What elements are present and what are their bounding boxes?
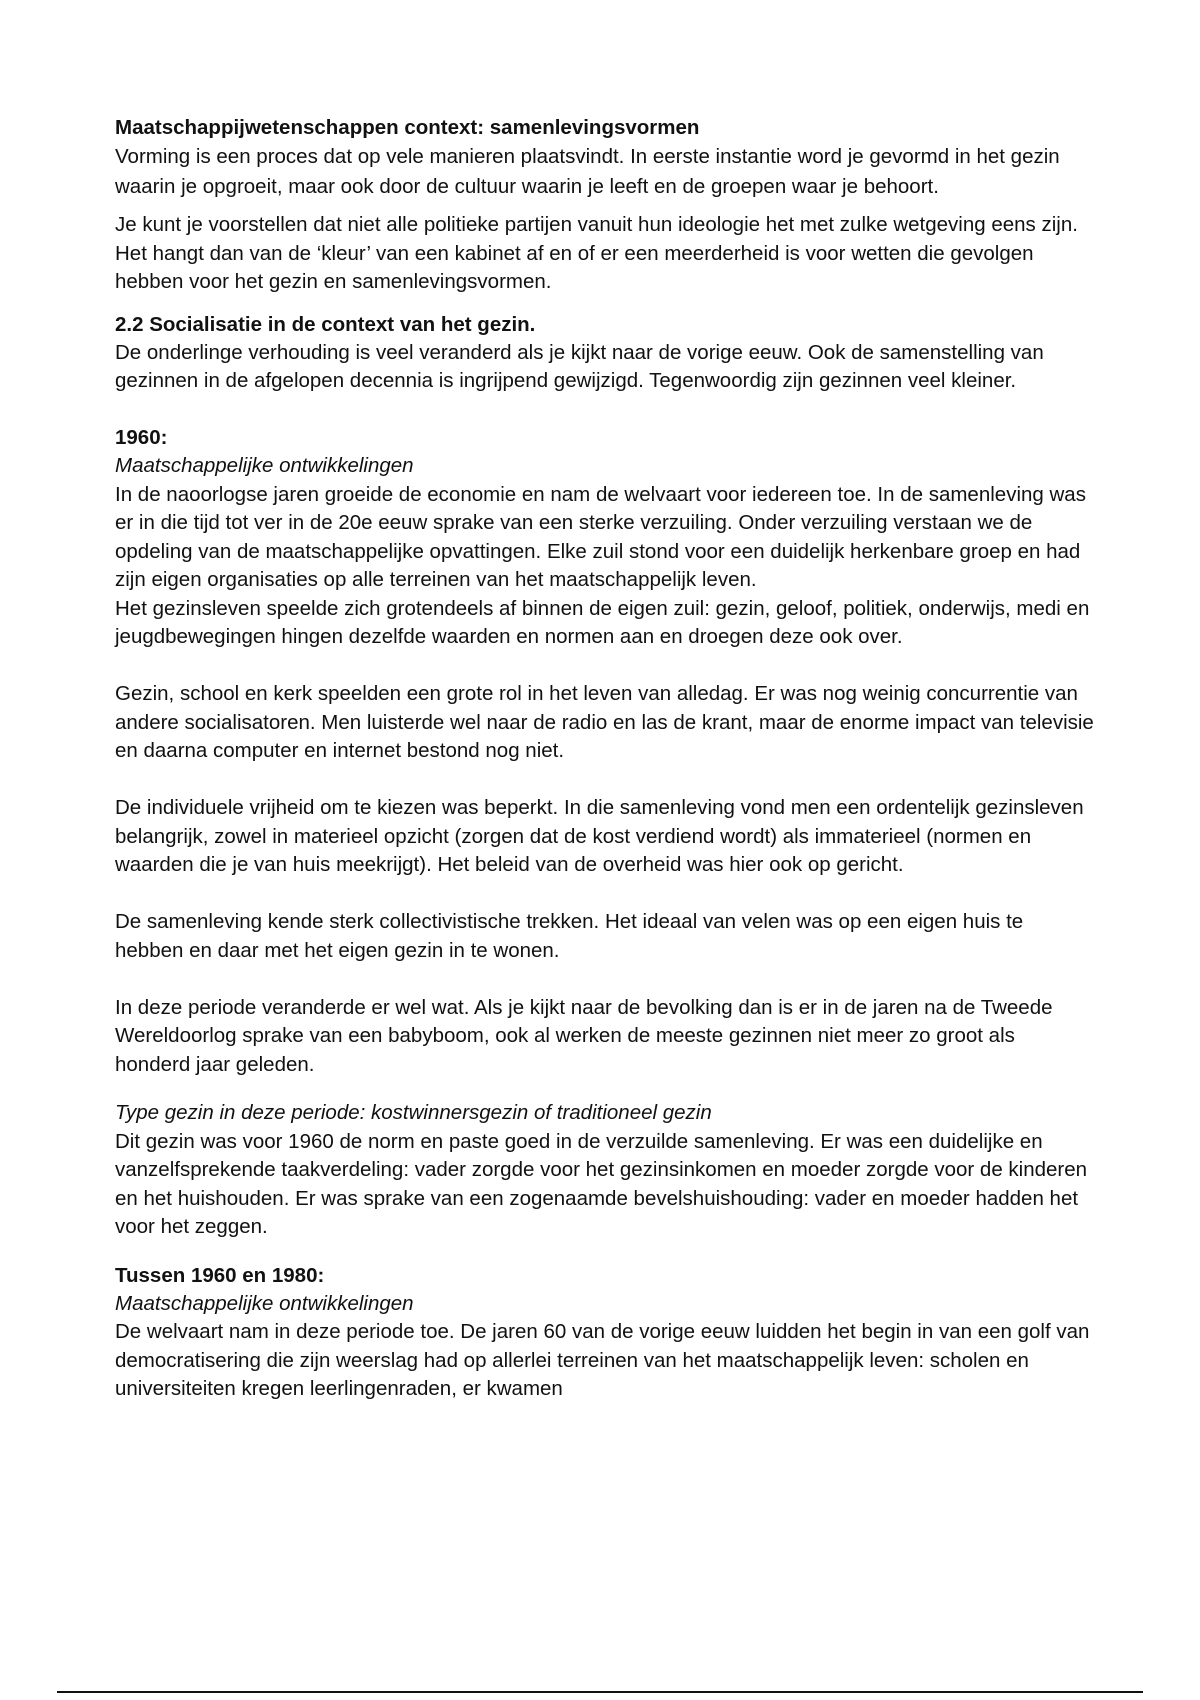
- section-2-2-title: 2.2 Socialisatie in de context van het gezin.: [115, 312, 536, 336]
- section-1960-paragraph: Gezin, school en kerk speelden een grote rol in het leven van alledag. Er was nog weinig concurrentie van andere socialisatoren. Men luisterde wel naar de radio en las de krant, maar de enorme impact van televisie en daarna computer en internet bestond nog niet.: [115, 682, 1094, 762]
- section-1960-paragraph: In deze periode veranderde er wel wat. Als je kijkt naar de bevolking dan is er in de jaren na de Tweede Wereldoorlog sprake van een babyboom, ook al werken de meeste gezinnen niet meer zo groot als honderd jaar geleden.: [115, 995, 1053, 1076]
- section-1960-title: 1960:: [115, 426, 168, 449]
- family-type-text: Dit gezin was voor 1960 de norm en paste goed in de verzuilde samenleving. Er was een duidelijke en vanzelfsprekende taakverdeling: vader zorgde voor het gezinsinkomen en moeder zorgde voor de kinderen en het huishouden. Er was sprake van een zogenaamde bevelshuishouding: vader en moeder hadden het voor het zeggen.: [115, 1129, 1088, 1238]
- document-page: [115, 114, 1095, 1404]
- section-1960-paragraph: Het gezinsleven speelde zich grotendeels af binnen de eigen zuil: gezin, geloof, politiek, onderwijs, medi en jeugdbewegingen hingen dezelfde waarden en normen aan en droegen deze ook over.: [115, 596, 1090, 648]
- family-type-title: Type gezin in deze periode: kostwinnersgezin of traditioneel gezin: [115, 1101, 712, 1124]
- section-1960-paragraph: De individuele vrijheid om te kiezen was beperkt. In die samenleving vond men een ordentelijk gezinsleven belangrijk, zowel in materieel opzicht (zorgen dat de kost verdiend wordt) als immaterieel (normen en waarden die je van huis meekrijgt). Het beleid van de overheid was hier ook op gericht.: [115, 796, 1084, 876]
- footer-rule: [57, 1691, 1143, 1693]
- section-2-2-text: De onderlinge verhouding is veel veranderd als je kijkt naar de vorige eeuw. Ook de samenstelling van gezinnen in de afgelopen decennia is ingrijpend gewijzigd. Tegenwoordig zijn gezinnen veel kleiner.: [115, 340, 1044, 392]
- section-1960-paragraph: De samenleving kende sterk collectivistische trekken. Het ideaal van velen was op een eigen huis te hebben en daar met het eigen gezin in te wonen.: [115, 910, 1024, 962]
- intro-paragraph: Vorming is een proces dat op vele manieren plaatsvindt. In eerste instantie word je gevormd in het gezin waarin je opgroeit, maar ook door de cultuur waarin je leeft en de groepen waar je behoort.: [115, 145, 1060, 198]
- section-1960-1980-title: Tussen 1960 en 1980:: [115, 1263, 325, 1287]
- section-1960-1980-subtitle: Maatschappelijke ontwikkelingen: [115, 1291, 414, 1315]
- section-1960-subtitle: Maatschappelijke ontwikkelingen: [115, 454, 414, 477]
- section-1960-paragraph: In de naoorlogse jaren groeide de economie en nam de welvaart voor iedereen toe. In de samenleving was er in die tijd tot ver in de 20e eeuw sprake van een sterke verzuiling. Onder verzuiling verstaan we de opdeling van de maatschappelijke opvattingen. Elke zuil stond voor een duidelijk herkenbare groep en had zijn eigen organisaties op alle terreinen van het maatschappelijk leven.: [115, 482, 1086, 591]
- intro-paragraph-2: Je kunt je voorstellen dat niet alle politieke partijen vanuit hun ideologie het met zulke wetgeving eens zijn. Het hangt dan van de ‘kleur’ van een kabinet af en of er een meerderheid is voor wetten die gevolgen hebben voor het gezin en samenlevingsvormen.: [115, 213, 1078, 293]
- section-1960-1980-paragraph: De welvaart nam in deze periode toe. De jaren 60 van de vorige eeuw luidden het begin in van een golf van democratisering die zijn weerslag had op allerlei terreinen van het maatschappelijk leven: scholen en universiteiten kregen leerlingenraden, er kwamen: [115, 1320, 1090, 1400]
- document-heading: Maatschappijwetenschappen context: samenlevingsvormen: [115, 116, 700, 139]
